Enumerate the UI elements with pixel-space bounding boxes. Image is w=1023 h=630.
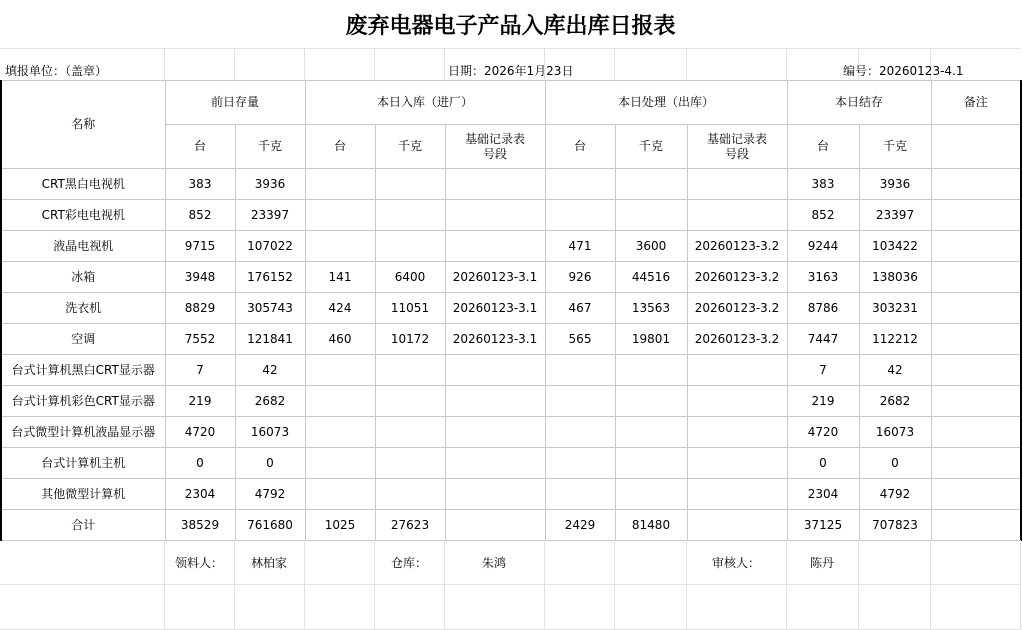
cell-in-rec (445, 355, 545, 386)
cell-out-rec: 20260123-3.2 (687, 293, 787, 324)
cell-remark (931, 510, 1021, 541)
row-name: 台式计算机主机 (1, 448, 165, 479)
cell-prev-tai: 8829 (165, 293, 235, 324)
cell-bal-kg: 103422 (859, 231, 931, 262)
cell-prev-kg: 0 (235, 448, 305, 479)
cell-bal-kg: 3936 (859, 169, 931, 200)
cell-in-tai: 1025 (305, 510, 375, 541)
cell-out-rec: 20260123-3.2 (687, 324, 787, 355)
cell-out-rec (687, 417, 787, 448)
cell-remark (931, 169, 1021, 200)
cell-prev-tai: 383 (165, 169, 235, 200)
row-name: 其他微型计算机 (1, 479, 165, 510)
cell-in-kg (375, 169, 445, 200)
table-row (1, 479, 1021, 510)
row-name: 台式微型计算机液晶显示器 (1, 417, 165, 448)
cell-out-rec: 20260123-3.2 (687, 262, 787, 293)
col-header-inbound: 本日入库（进厂） (305, 81, 545, 125)
cell-bal-tai: 8786 (787, 293, 859, 324)
cell-prev-kg: 42 (235, 355, 305, 386)
cell-remark (931, 324, 1021, 355)
row-name: 冰箱 (1, 262, 165, 293)
cell-out-kg (615, 479, 687, 510)
reviewer-label: 审核人： (686, 540, 786, 585)
report-date: 日期：2026年1月23日 (448, 64, 574, 78)
table-row (1, 386, 1021, 417)
table-row (1, 169, 1021, 200)
cell-out-kg (615, 448, 687, 479)
cell-bal-kg: 707823 (859, 510, 931, 541)
sub-header-bal-kg: 千克 (859, 125, 931, 169)
cell-bal-kg: 42 (859, 355, 931, 386)
cell-out-tai (545, 169, 615, 200)
cell-out-tai: 2429 (545, 510, 615, 541)
cell-in-kg: 10172 (375, 324, 445, 355)
cell-remark (931, 355, 1021, 386)
cell-in-rec (445, 417, 545, 448)
cell-out-kg (615, 417, 687, 448)
cell-bal-tai: 383 (787, 169, 859, 200)
sub-header-prev-tai: 台 (165, 125, 235, 169)
cell-in-kg (375, 448, 445, 479)
cell-out-tai: 565 (545, 324, 615, 355)
cell-out-tai: 471 (545, 231, 615, 262)
footer-blank (304, 540, 374, 585)
cell-in-rec (445, 169, 545, 200)
table-row (1, 200, 1021, 231)
cell-bal-tai: 4720 (787, 417, 859, 448)
cell-prev-tai: 7 (165, 355, 235, 386)
receiver-label: 领料人： (164, 540, 234, 585)
table-row (1, 231, 1021, 262)
cell-bal-tai: 2304 (787, 479, 859, 510)
cell-bal-tai: 37125 (787, 510, 859, 541)
cell-bal-kg: 4792 (859, 479, 931, 510)
sub-header-remark-blank (931, 125, 1021, 169)
sub-header-bal-tai: 台 (787, 125, 859, 169)
cell-out-kg: 19801 (615, 324, 687, 355)
cell-out-kg: 3600 (615, 231, 687, 262)
cell-out-kg (615, 386, 687, 417)
cell-remark (931, 262, 1021, 293)
col-header-name: 名称 (1, 81, 165, 169)
cell-bal-tai: 3163 (787, 262, 859, 293)
cell-out-tai: 926 (545, 262, 615, 293)
cell-out-kg (615, 169, 687, 200)
cell-bal-kg: 2682 (859, 386, 931, 417)
cell-in-rec (445, 510, 545, 541)
cell-bal-kg: 23397 (859, 200, 931, 231)
cell-prev-kg: 107022 (235, 231, 305, 262)
cell-prev-tai: 2304 (165, 479, 235, 510)
sub-header-out-kg: 千克 (615, 125, 687, 169)
warehouse-label: 仓库： (374, 540, 444, 585)
reporting-unit: 填报单位：（盖章） (5, 64, 108, 78)
row-name: 液晶电视机 (1, 231, 165, 262)
cell-out-rec (687, 355, 787, 386)
cell-in-rec: 20260123-3.1 (445, 293, 545, 324)
cell-prev-kg: 23397 (235, 200, 305, 231)
cell-in-kg: 27623 (375, 510, 445, 541)
cell-out-tai (545, 200, 615, 231)
cell-bal-kg: 303231 (859, 293, 931, 324)
sub-header-in-kg: 千克 (375, 125, 445, 169)
row-name: 台式计算机黑白CRT显示器 (1, 355, 165, 386)
cell-prev-tai: 0 (165, 448, 235, 479)
cell-in-kg (375, 417, 445, 448)
cell-in-rec (445, 200, 545, 231)
cell-in-tai (305, 448, 375, 479)
cell-prev-kg: 121841 (235, 324, 305, 355)
cell-remark (931, 200, 1021, 231)
inventory-table (0, 80, 1022, 541)
cell-bal-tai: 7447 (787, 324, 859, 355)
receiver-name: 林柏家 (234, 540, 304, 585)
cell-in-tai (305, 386, 375, 417)
cell-prev-tai: 38529 (165, 510, 235, 541)
cell-prev-tai: 4720 (165, 417, 235, 448)
cell-in-kg (375, 386, 445, 417)
sub-header-out-tai: 台 (545, 125, 615, 169)
table-row (1, 355, 1021, 386)
cell-in-kg: 6400 (375, 262, 445, 293)
cell-prev-kg: 16073 (235, 417, 305, 448)
cell-in-tai: 460 (305, 324, 375, 355)
cell-prev-tai: 9715 (165, 231, 235, 262)
cell-out-kg (615, 200, 687, 231)
row-name: 台式计算机彩色CRT显示器 (1, 386, 165, 417)
warehouse-name: 朱鸿 (444, 540, 544, 585)
cell-out-tai: 467 (545, 293, 615, 324)
row-name: CRT黑白电视机 (1, 169, 165, 200)
cell-prev-kg: 761680 (235, 510, 305, 541)
cell-remark (931, 448, 1021, 479)
footer-blank (858, 540, 930, 585)
col-header-balance: 本日结存 (787, 81, 931, 125)
cell-prev-kg: 176152 (235, 262, 305, 293)
cell-out-kg (615, 355, 687, 386)
cell-prev-kg: 305743 (235, 293, 305, 324)
cell-out-rec (687, 200, 787, 231)
col-header-prev-stock: 前日存量 (165, 81, 305, 125)
cell-in-tai (305, 231, 375, 262)
cell-bal-kg: 112212 (859, 324, 931, 355)
cell-prev-tai: 219 (165, 386, 235, 417)
cell-in-rec (445, 448, 545, 479)
cell-out-rec (687, 510, 787, 541)
sub-header-in-record: 基础记录表 号段 (445, 125, 545, 169)
cell-in-rec (445, 231, 545, 262)
cell-bal-tai: 7 (787, 355, 859, 386)
cell-remark (931, 417, 1021, 448)
cell-in-rec (445, 386, 545, 417)
cell-remark (931, 231, 1021, 262)
cell-out-tai (545, 355, 615, 386)
footer-blank (614, 540, 686, 585)
cell-in-tai: 424 (305, 293, 375, 324)
sub-header-in-tai: 台 (305, 125, 375, 169)
cell-prev-tai: 852 (165, 200, 235, 231)
col-header-processed: 本日处理（出库） (545, 81, 787, 125)
cell-in-tai (305, 479, 375, 510)
cell-prev-kg: 4792 (235, 479, 305, 510)
cell-prev-tai: 3948 (165, 262, 235, 293)
row-name: 洗衣机 (1, 293, 165, 324)
cell-out-tai (545, 479, 615, 510)
cell-in-tai (305, 355, 375, 386)
cell-bal-tai: 0 (787, 448, 859, 479)
col-header-remark: 备注 (931, 81, 1021, 125)
cell-in-tai (305, 169, 375, 200)
cell-bal-kg: 138036 (859, 262, 931, 293)
cell-out-rec (687, 479, 787, 510)
cell-in-kg (375, 200, 445, 231)
cell-in-kg (375, 479, 445, 510)
cell-remark (931, 293, 1021, 324)
cell-bal-tai: 852 (787, 200, 859, 231)
cell-prev-kg: 2682 (235, 386, 305, 417)
report-title: 废弃电器电子产品入库出库日报表 (345, 12, 676, 39)
cell-out-kg: 81480 (615, 510, 687, 541)
cell-out-tai (545, 448, 615, 479)
footer-blank (930, 540, 1020, 585)
report-code: 编号：20260123-4.1 (843, 64, 964, 78)
cell-in-tai (305, 417, 375, 448)
cell-remark (931, 479, 1021, 510)
footer-blank (544, 540, 614, 585)
cell-prev-kg: 3936 (235, 169, 305, 200)
signature-footer (0, 540, 1021, 630)
table-row (1, 417, 1021, 448)
table-row (1, 448, 1021, 479)
cell-bal-tai: 9244 (787, 231, 859, 262)
row-name: 空调 (1, 324, 165, 355)
cell-in-tai (305, 200, 375, 231)
table-row (1, 324, 1021, 355)
cell-out-tai (545, 417, 615, 448)
cell-out-rec (687, 386, 787, 417)
table-row (1, 510, 1021, 541)
cell-bal-kg: 0 (859, 448, 931, 479)
row-name: 合计 (1, 510, 165, 541)
cell-out-rec: 20260123-3.2 (687, 231, 787, 262)
table-row (1, 293, 1021, 324)
cell-out-rec (687, 448, 787, 479)
cell-out-kg: 13563 (615, 293, 687, 324)
sub-header-out-record: 基础记录表 号段 (687, 125, 787, 169)
cell-in-kg (375, 355, 445, 386)
cell-prev-tai: 7552 (165, 324, 235, 355)
cell-bal-kg: 16073 (859, 417, 931, 448)
cell-out-tai (545, 386, 615, 417)
cell-in-tai: 141 (305, 262, 375, 293)
footer-blank (0, 540, 164, 585)
cell-in-rec (445, 479, 545, 510)
cell-in-rec: 20260123-3.1 (445, 262, 545, 293)
reviewer-name: 陈丹 (786, 540, 858, 585)
sub-header-prev-kg: 千克 (235, 125, 305, 169)
table-row (1, 262, 1021, 293)
cell-remark (931, 386, 1021, 417)
cell-in-kg: 11051 (375, 293, 445, 324)
row-name: CRT彩电电视机 (1, 200, 165, 231)
cell-in-kg (375, 231, 445, 262)
cell-in-rec: 20260123-3.1 (445, 324, 545, 355)
cell-out-rec (687, 169, 787, 200)
cell-bal-tai: 219 (787, 386, 859, 417)
cell-out-kg: 44516 (615, 262, 687, 293)
